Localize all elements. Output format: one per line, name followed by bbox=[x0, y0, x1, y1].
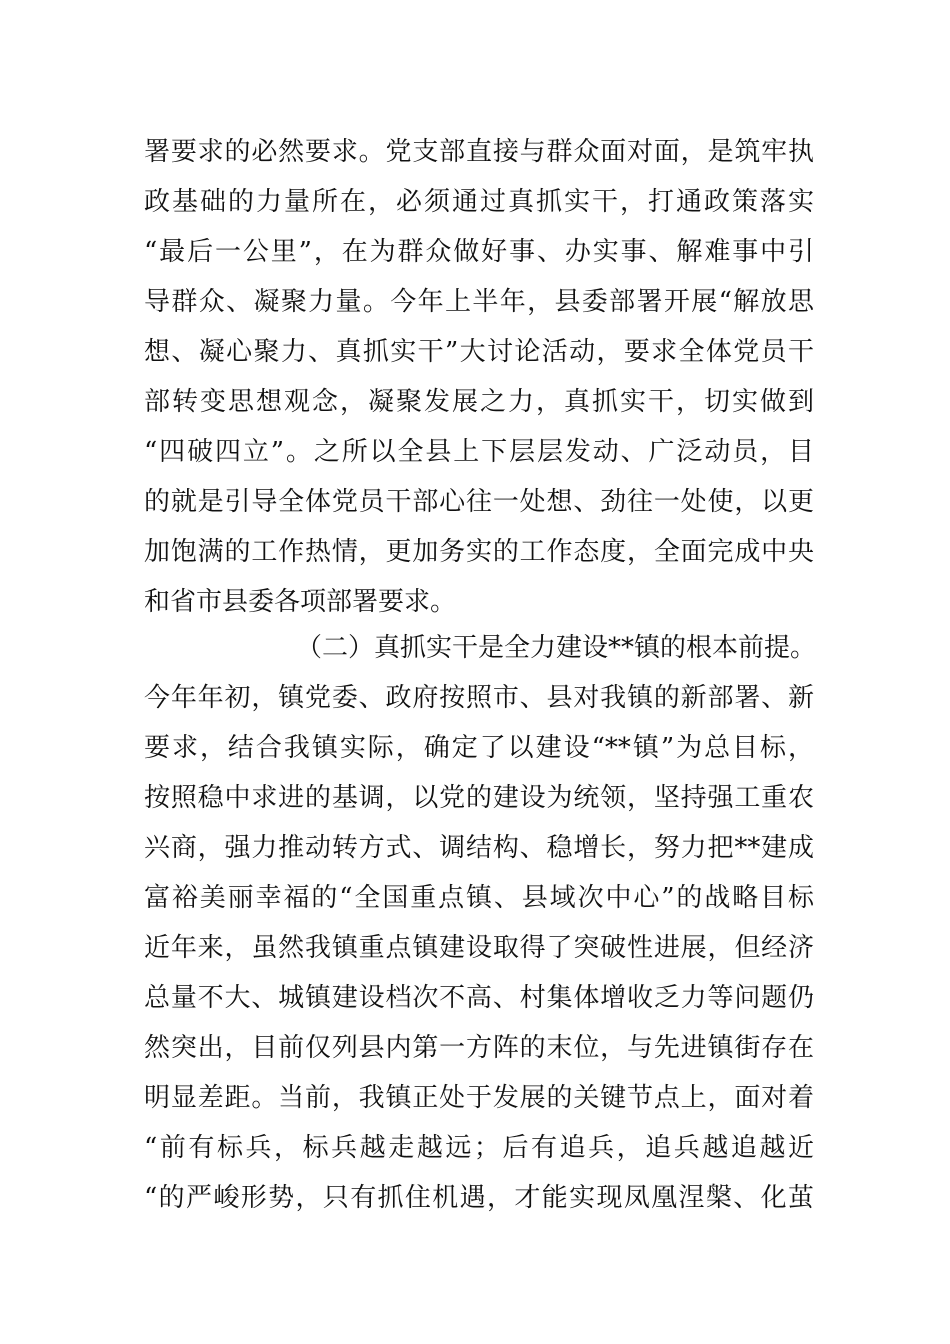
text-line: 政基础的力量所在，必须通过真抓实干，打通政策落实 bbox=[144, 187, 814, 217]
text-line: 然突出，目前仅列县内第一方阵的末位，与先进镇街存在 bbox=[144, 1033, 814, 1063]
text-line: 近年来，虽然我镇重点镇建设取得了突破性进展，但经济 bbox=[144, 933, 814, 963]
text-line: 明显差距。当前，我镇正处于发展的关键节点上，面对着 bbox=[144, 1083, 814, 1113]
text-line: 部转变思想观念，凝聚发展之力，真抓实干，切实做到 bbox=[144, 387, 814, 417]
section-heading: （二）真抓实干是全力建设**镇的根本前提。 bbox=[296, 633, 817, 663]
text-line: “最后一公里”，在为群众做好事、办实事、解难事中引 bbox=[144, 237, 814, 267]
text-line: 加饱满的工作热情，更加务实的工作态度，全面完成中央 bbox=[144, 537, 814, 567]
text-line: “四破四立”。之所以全县上下层层发动、广泛动员，目 bbox=[144, 437, 814, 467]
text-line: 导群众、凝聚力量。今年上半年，县委部署开展“解放思 bbox=[144, 287, 814, 317]
text-line: “的严峻形势，只有抓住机遇，才能实现凤凰涅槃、化茧 bbox=[144, 1183, 814, 1213]
text-line: 的就是引导全体党员干部心往一处想、劲往一处使，以更 bbox=[144, 487, 814, 517]
text-line: 按照稳中求进的基调，以党的建设为统领，坚持强工重农 bbox=[144, 783, 814, 813]
text-line: 总量不大、城镇建设档次不高、村集体增收乏力等问题仍 bbox=[144, 983, 814, 1013]
text-line: 兴商，强力推动转方式、调结构、稳增长，努力把**建成 bbox=[144, 833, 814, 863]
text-line: 想、凝心聚力、真抓实干”大讨论活动，要求全体党员干 bbox=[144, 337, 814, 367]
text-line: 和省市县委各项部署要求。 bbox=[144, 587, 457, 617]
text-line: 富裕美丽幸福的“全国重点镇、县域次中心”的战略目标 bbox=[144, 883, 814, 913]
text-line: 要求，结合我镇实际，确定了以建设“**镇”为总目标， bbox=[144, 733, 814, 763]
text-line: “前有标兵，标兵越走越远；后有追兵，追兵越追越近 bbox=[144, 1133, 814, 1163]
text-line: 今年年初，镇党委、政府按照市、县对我镇的新部署、新 bbox=[144, 683, 814, 713]
text-line: 署要求的必然要求。党支部直接与群众面对面，是筑牢执 bbox=[144, 137, 814, 167]
